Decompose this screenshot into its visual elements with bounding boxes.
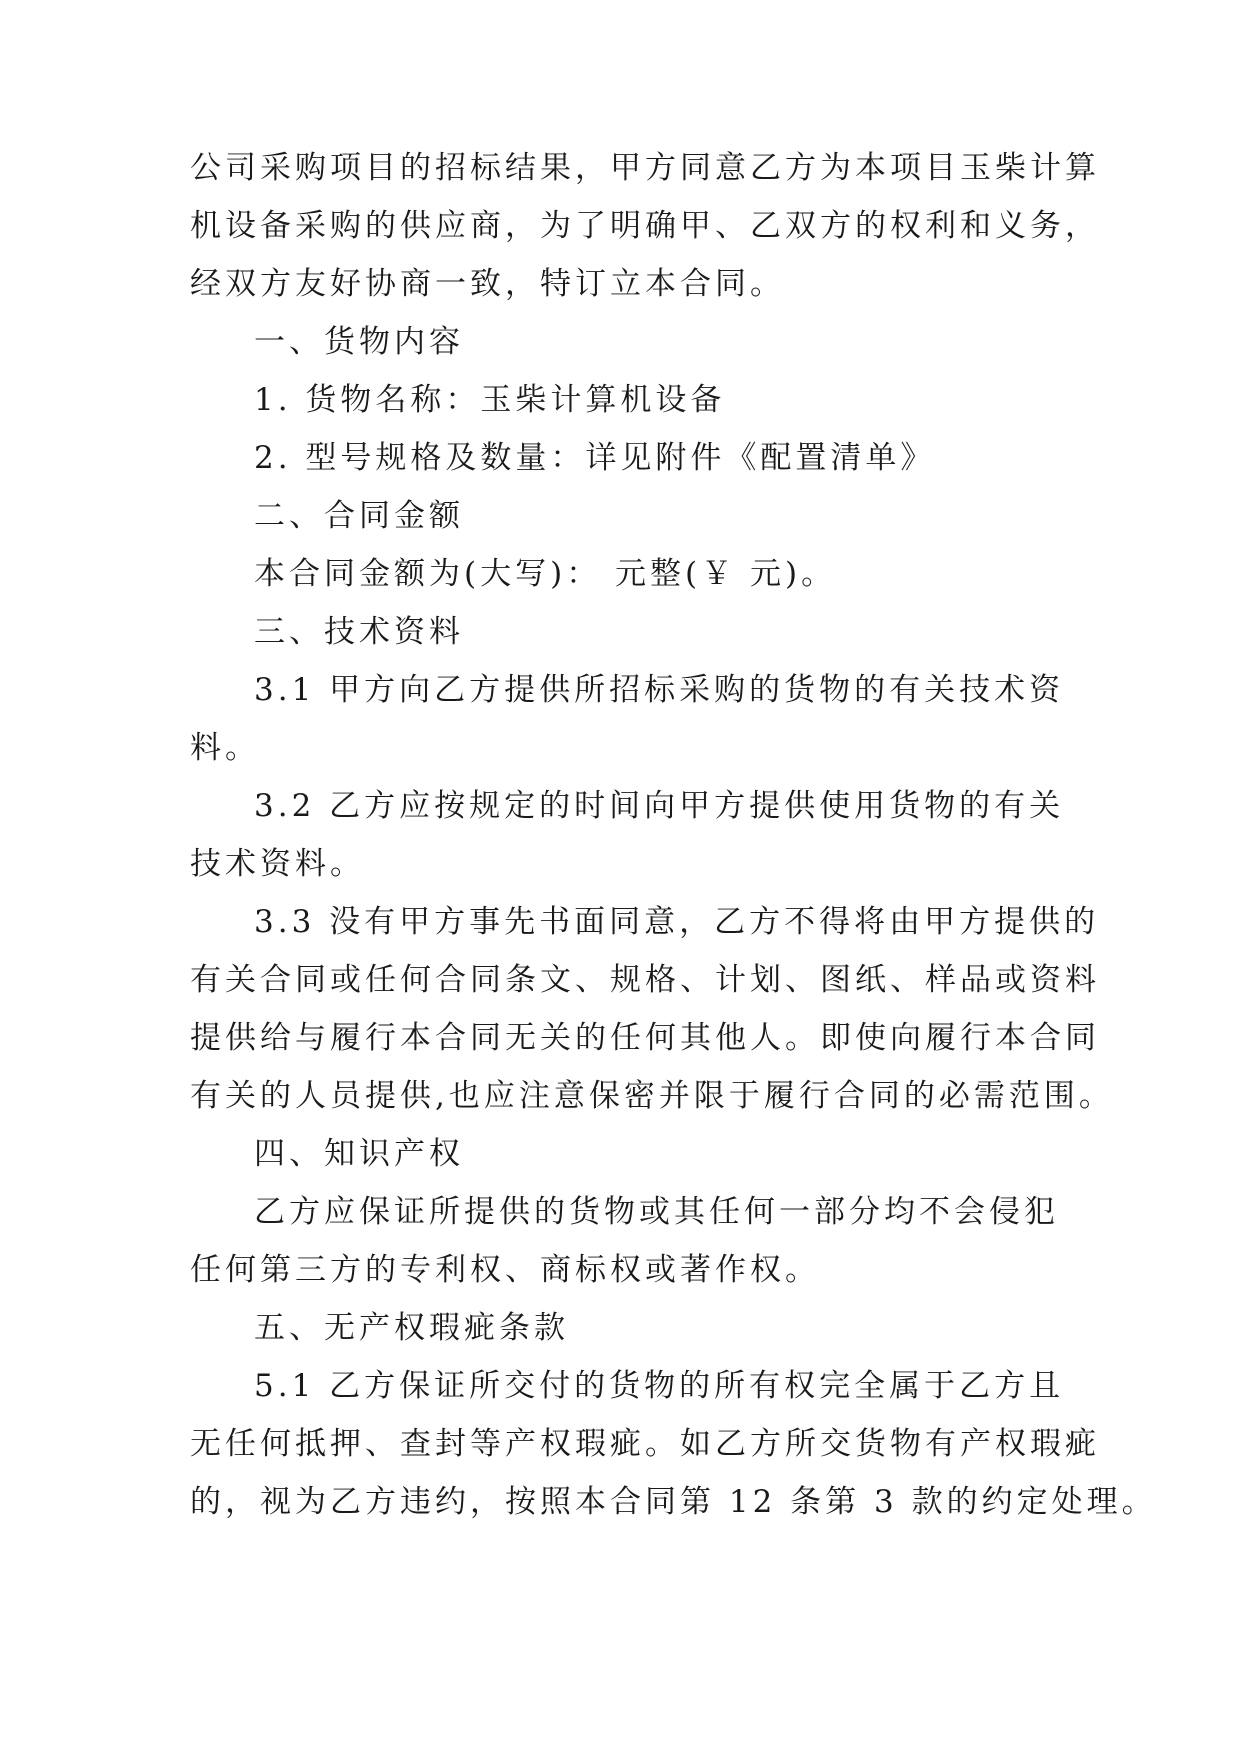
paragraph-line: 乙方应保证所提供的货物或其任何一部分均不会侵犯 xyxy=(254,1194,1059,1230)
section-heading: 一、货物内容 xyxy=(254,324,464,360)
list-item: 1. 货物名称：玉柴计算机设备 xyxy=(254,382,726,418)
paragraph-line: 本合同金额为(大写)： 元整(￥ 元)。 xyxy=(254,556,837,592)
section-heading: 二、合同金额 xyxy=(254,498,464,534)
clause-line: 无任何抵押、查封等产权瑕疵。如乙方所交货物有产权瑕疵 xyxy=(190,1426,1100,1462)
clause-line: 提供给与履行本合同无关的任何其他人。即使向履行本合同 xyxy=(190,1020,1100,1056)
section-heading: 五、无产权瑕疵条款 xyxy=(254,1310,569,1346)
clause-line: 3.1 甲方向乙方提供所招标采购的货物的有关技术资 xyxy=(254,672,1065,708)
paragraph-line: 公司采购项目的招标结果，甲方同意乙方为本项目玉柴计算 xyxy=(190,150,1100,186)
clause-line: 有关合同或任何合同条文、规格、计划、图纸、样品或资料 xyxy=(190,962,1100,998)
paragraph-line: 机设备采购的供应商，为了明确甲、乙双方的权利和义务， xyxy=(190,208,1100,244)
clause-line: 3.3 没有甲方事先书面同意，乙方不得将由甲方提供的 xyxy=(254,904,1100,940)
paragraph-line: 任何第三方的专利权、商标权或著作权。 xyxy=(190,1252,820,1288)
section-heading: 三、技术资料 xyxy=(254,614,464,650)
clause-line: 5.1 乙方保证所交付的货物的所有权完全属于乙方且 xyxy=(254,1368,1065,1404)
paragraph-line: 经双方友好协商一致，特订立本合同。 xyxy=(190,266,785,302)
clause-line: 有关的人员提供,也应注意保密并限于履行合同的必需范围。 xyxy=(190,1078,1114,1114)
clause-line: 技术资料。 xyxy=(190,846,365,882)
list-item: 2. 型号规格及数量：详见附件《配置清单》 xyxy=(254,440,936,476)
clause-line: 的，视为乙方违约，按照本合同第 12 条第 3 款的约定处理。 xyxy=(190,1484,1157,1520)
section-heading: 四、知识产权 xyxy=(254,1136,464,1172)
clause-line: 3.2 乙方应按规定的时间向甲方提供使用货物的有关 xyxy=(254,788,1065,824)
clause-line: 料。 xyxy=(190,730,260,766)
